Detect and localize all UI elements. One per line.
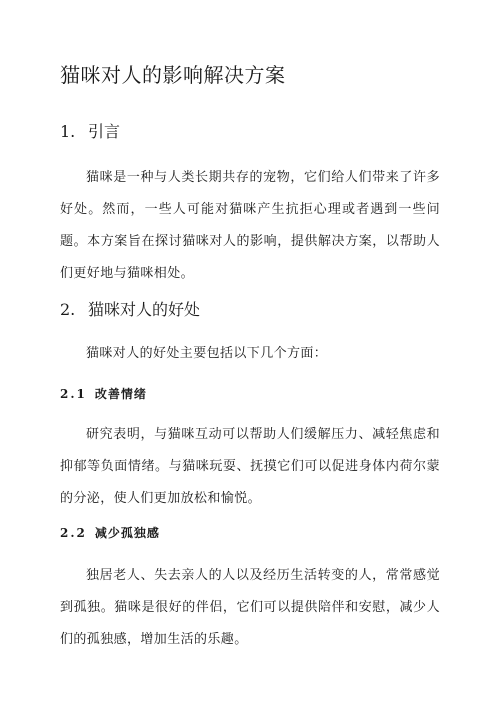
subsection-title: 改善情绪	[94, 387, 147, 401]
paragraph-benefits-intro: 猫咪对人的好处主要包括以下几个方面：	[86, 346, 328, 361]
section-heading-benefits	[60, 299, 200, 321]
document-title: 猫咪对人的影响解决方案	[60, 63, 286, 87]
section-number: 1.	[60, 122, 76, 141]
subsection-number: 2.1	[60, 387, 87, 401]
subsection-title: 减少孤独感	[94, 526, 160, 540]
section-title: 引言	[88, 122, 121, 141]
paragraph-mood: 研究表明，与猫咪互动可以帮助人们缓解压力、减轻焦虑和抑郁等负面情绪。与猫咪玩耍、抚摸它们可以促进身体内荷尔蒙的分泌，使人们更加放松和愉悦。	[60, 427, 440, 506]
subsection-number: 2.2	[60, 526, 87, 540]
paragraph-introduction: 猫咪是一种与人类长期共存的宠物，它们给人们带来了许多好处。然而，一些人可能对猫咪产生抗拒心理或者遇到一些问题。本方案旨在探讨猫咪对人的影响，提供解决方案，以帮助人们更好地与猫咪相处。	[60, 170, 440, 281]
section-title: 猫咪对人的好处	[88, 300, 201, 319]
paragraph-loneliness: 独居老人、失去亲人的人以及经历生活转变的人，常常感觉到孤独。猫咪是很好的伴侣，它们可以提供陪伴和安慰，减少人们的孤独感，增加生活的乐趣。	[60, 568, 440, 647]
subsection-heading-loneliness	[60, 525, 160, 541]
subsection-heading-mood	[60, 386, 147, 402]
section-heading-introduction	[60, 121, 120, 143]
section-number: 2.	[60, 300, 76, 319]
